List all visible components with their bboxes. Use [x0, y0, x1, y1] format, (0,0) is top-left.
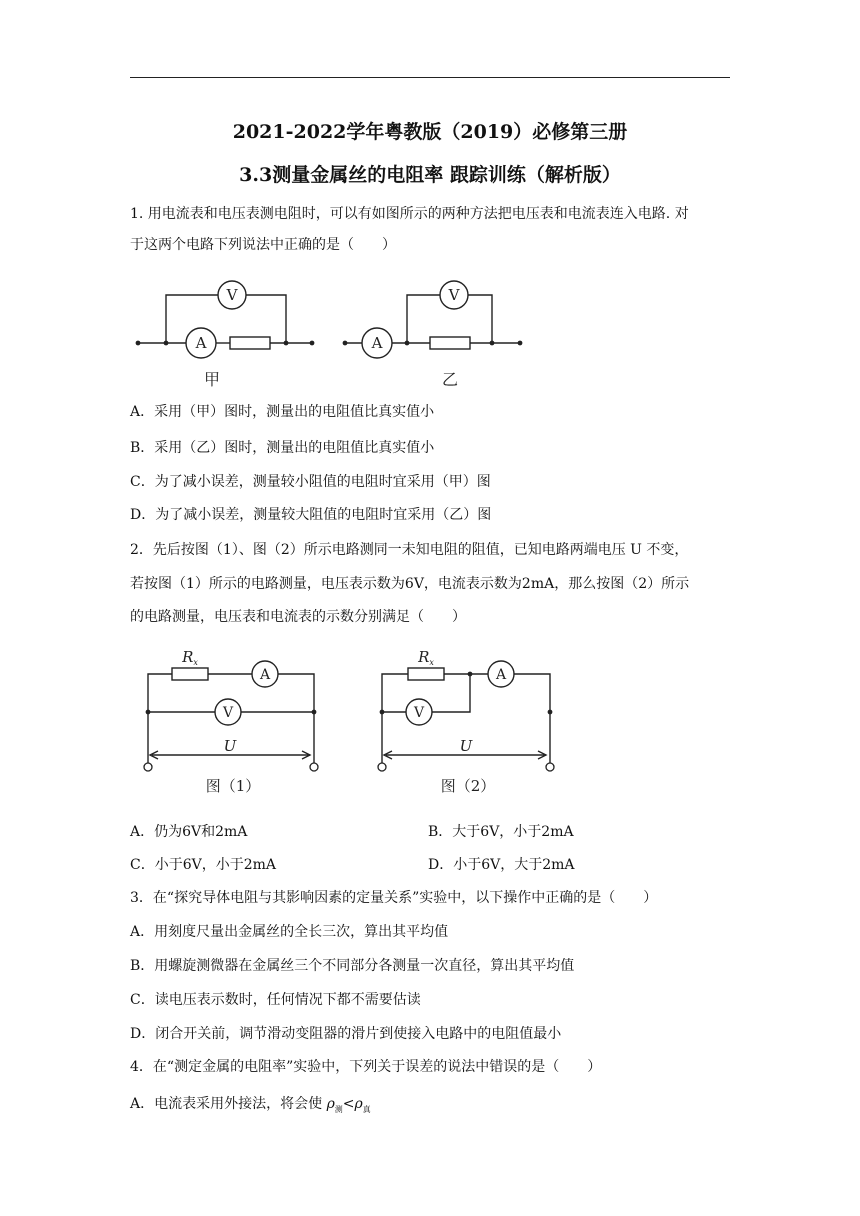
q3-option-d: D．闭合开关前，调节滑动变阻器的滑片到使接入电路中的电阻值最小 — [130, 1026, 562, 1042]
q4-rho-true: ρ — [354, 1096, 363, 1112]
q2-circuit-figure — [138, 645, 558, 800]
q4-option-a — [130, 1094, 371, 1120]
q1-ammeter-label-jia: A — [195, 334, 207, 352]
q1-ammeter-label-yi: A — [371, 334, 383, 352]
q4-rho-measured: ρ — [326, 1096, 335, 1112]
q2-resistor-label-1: R — [182, 648, 194, 666]
q1-option-b: B．采用（乙）图时，测量出的电阻值比真实值小 — [130, 440, 435, 456]
q2-ammeter-label-2: A — [495, 667, 507, 683]
q1-option-a: A．采用（甲）图时，测量出的电阻值比真实值小 — [130, 404, 435, 420]
q2-figure-caption-1: 图（1） — [205, 777, 261, 795]
q2-stem-line1: 2．先后按图（1）、图（2）所示电路测同一未知电阻的阻值，已知电路两端电压 U 不变， — [130, 542, 689, 558]
q2-option-a: A．仍为6V和2mA — [130, 824, 248, 840]
q2-voltage-label-1: U — [223, 737, 237, 755]
q3-option-b: B．用螺旋测微器在金属丝三个不同部分各测量一次直径，算出其平均值 — [130, 958, 575, 974]
q2-option-b: B．大于6V，小于2mA — [428, 824, 574, 840]
svg-text:Rx — [417, 648, 434, 667]
q3-stem: 3．在“探究导体电阻与其影响因素的定量关系”实验中，以下操作中正确的是（ ） — [130, 890, 658, 906]
q2-resistor-sub-1: x — [193, 658, 198, 667]
q4-option-a-text: A．电流表采用外接法，将会使 — [130, 1096, 327, 1112]
q1-option-c: C．为了减小误差，测量较小阻值的电阻时宜采用（甲）图 — [130, 474, 491, 490]
q1-voltmeter-label-jia: V — [226, 286, 238, 304]
q2-voltmeter-label-2: V — [413, 705, 425, 721]
q4-sub-true: 真 — [362, 1104, 371, 1114]
q1-figure-caption-jia: 甲 — [203, 370, 221, 389]
q4-less-than: < — [342, 1096, 355, 1112]
q2-option-d: D．小于6V，大于2mA — [428, 857, 575, 873]
q1-stem-line2: 于这两个电路下列说法中正确的是（ ） — [130, 237, 396, 253]
q2-resistor-label-2: R — [418, 648, 430, 666]
q2-stem-line3: 的电路测量，电压表和电流表的示数分别满足（ ） — [130, 609, 466, 625]
svg-text:Rx — [181, 648, 198, 667]
q2-voltmeter-label-1: V — [222, 705, 234, 721]
q4-stem: 4．在“测定金属的电阻率”实验中，下列关于误差的说法中错误的是（ ） — [130, 1059, 602, 1075]
q2-option-c: C．小于6V，小于2mA — [130, 857, 277, 873]
q2-resistor-sub-2: x — [429, 658, 434, 667]
q4-sub-measured: 测 — [334, 1104, 343, 1114]
top-rule — [130, 77, 730, 78]
q1-option-d: D．为了减小误差，测量较大阻值的电阻时宜采用（乙）图 — [130, 507, 492, 523]
q2-ammeter-label-1: A — [259, 667, 271, 683]
q3-option-a: A．用刻度尺量出金属丝的全长三次，算出其平均值 — [130, 924, 449, 940]
q2-voltage-label-2: U — [459, 737, 473, 755]
page-title-line1: 2021-2022学年粤教版（2019）必修第三册 — [232, 121, 628, 143]
q3-option-c: C．读电压表示数时，任何情况下都不需要估读 — [130, 992, 421, 1008]
q2-stem-line2: 若按图（1）所示的电路测量，电压表示数为6V，电流表示数为2mA，那么按图（2）所示 — [130, 576, 690, 592]
q1-voltmeter-label-yi: V — [448, 286, 460, 304]
page-title-line2: 3.3测量金属丝的电阻率 跟踪训练（解析版） — [239, 164, 621, 186]
q1-figure-caption-yi: 乙 — [441, 370, 459, 389]
q2-figure-caption-2: 图（2） — [440, 777, 496, 795]
q1-stem-line1: 1. 用电流表和电压表测电阻时，可以有如图所示的两种方法把电压表和电流表连入电路. 对 — [130, 206, 689, 222]
q1-circuit-figure — [130, 275, 540, 393]
